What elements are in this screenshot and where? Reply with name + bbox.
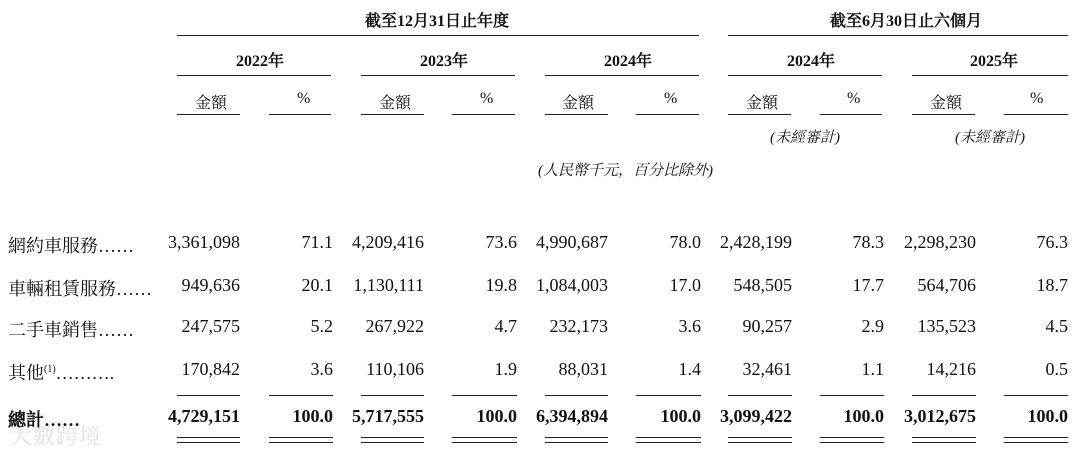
total-double-underline — [728, 437, 792, 443]
cell-percent: 1.1 — [861, 359, 884, 379]
cell-percent: 0.5 — [1045, 359, 1068, 379]
group-underline-fiscal — [177, 35, 699, 36]
total-double-underline — [912, 437, 976, 443]
cell-amount: 564,706 — [917, 275, 976, 295]
subheader-underline — [1004, 114, 1068, 115]
cell-percent: 5.2 — [310, 316, 333, 336]
row-label — [8, 359, 114, 385]
cell-percent: 4.7 — [494, 316, 517, 336]
cell-percent: 19.8 — [485, 275, 517, 295]
total-double-underline — [636, 437, 701, 443]
cell-percent: 71.1 — [301, 232, 333, 252]
subheader-underline — [361, 114, 424, 115]
subheader-underline — [820, 114, 882, 115]
cell-amount: 4,990,687 — [536, 232, 608, 252]
subtotal-underline — [820, 395, 884, 396]
cell-amount: 247,575 — [181, 316, 240, 336]
row-label: 網約車服務…… — [8, 236, 134, 256]
cell-amount: 4,209,416 — [352, 232, 424, 252]
total-amount: 6,394,894 — [536, 406, 608, 426]
column-header-amount: 金額 — [195, 95, 228, 112]
group-header-six-months: 截至6月30日止六個月 — [830, 13, 983, 30]
total-label-text: 總計 — [8, 410, 44, 430]
subheader-underline — [269, 114, 331, 115]
cell-percent: 17.7 — [852, 275, 884, 295]
subtotal-underline — [1004, 395, 1068, 396]
column-header-amount: 金額 — [379, 95, 412, 112]
total-double-underline — [269, 437, 333, 443]
year-underline — [545, 75, 699, 76]
cell-amount: 949,636 — [181, 275, 240, 295]
unaudited-note: (未經審計) — [955, 130, 1025, 146]
column-header-percent: % — [297, 90, 311, 107]
cell-percent: 4.5 — [1045, 316, 1068, 336]
cell-amount: 267,922 — [365, 316, 424, 336]
subheader-underline — [545, 114, 608, 115]
year-header: 2025年 — [970, 53, 1019, 70]
total-double-underline — [820, 437, 884, 443]
cell-percent: 76.3 — [1036, 232, 1068, 252]
cell-amount: 1,084,003 — [536, 275, 608, 295]
cell-percent: 1.9 — [494, 359, 517, 379]
year-header: 2022年 — [236, 53, 285, 70]
cell-percent: 78.3 — [852, 232, 884, 252]
year-header: 2023年 — [420, 53, 469, 70]
subheader-underline — [636, 114, 699, 115]
cell-amount: 548,505 — [733, 275, 792, 295]
subheader-underline — [452, 114, 515, 115]
cell-amount: 170,842 — [181, 359, 240, 379]
cell-percent: 2.9 — [861, 316, 884, 336]
subtotal-underline — [269, 395, 333, 396]
column-header-amount: 金額 — [746, 95, 779, 112]
leader-dots: …… — [44, 410, 80, 430]
total-double-underline — [1004, 437, 1068, 443]
unit-note: (人民幣千元，百分比除外) — [538, 163, 713, 179]
cell-amount: 32,461 — [742, 359, 792, 379]
cell-percent: 1.4 — [678, 359, 701, 379]
row-label: 二手車銷售…… — [8, 320, 134, 340]
total-amount: 3,099,422 — [720, 406, 792, 426]
cell-amount: 88,031 — [558, 359, 608, 379]
total-double-underline — [545, 437, 608, 443]
total-amount: 3,012,675 — [904, 406, 976, 426]
subtotal-underline — [912, 395, 976, 396]
cell-amount: 14,216 — [926, 359, 976, 379]
column-header-percent: % — [664, 90, 678, 107]
watermark: 大數跨境 — [10, 425, 103, 450]
subtotal-underline — [545, 395, 608, 396]
group-header-fiscal-years: 截至12月31日止年度 — [365, 13, 510, 30]
subtotal-underline — [636, 395, 701, 396]
cell-amount: 2,298,230 — [904, 232, 976, 252]
cell-amount: 135,523 — [917, 316, 976, 336]
total-percent: 100.0 — [1027, 406, 1068, 426]
cell-percent: 78.0 — [669, 232, 701, 252]
subheader-underline — [728, 114, 791, 115]
leader-dots: ………. — [55, 363, 115, 383]
total-percent: 100.0 — [660, 406, 701, 426]
group-underline-interim — [728, 35, 1068, 36]
year-underline — [177, 75, 331, 76]
cell-percent: 3.6 — [310, 359, 333, 379]
column-header-amount: 金額 — [930, 95, 963, 112]
column-header-amount: 金額 — [562, 95, 595, 112]
row-label-text: 其他 — [8, 363, 44, 383]
total-double-underline — [361, 437, 424, 443]
cell-amount: 3,361,098 — [168, 232, 240, 252]
year-underline — [912, 75, 1068, 76]
cell-percent: 3.6 — [678, 316, 701, 336]
cell-amount: 90,257 — [742, 316, 792, 336]
row-label: 車輛租賃服務…… — [8, 279, 152, 299]
subheader-underline — [177, 114, 240, 115]
total-percent: 100.0 — [292, 406, 333, 426]
subtotal-underline — [361, 395, 424, 396]
subheader-underline — [912, 114, 975, 115]
total-amount: 4,729,151 — [168, 406, 240, 426]
total-amount: 5,717,555 — [352, 406, 424, 426]
total-percent: 100.0 — [476, 406, 517, 426]
cell-percent: 20.1 — [301, 275, 333, 295]
cell-percent: 73.6 — [485, 232, 517, 252]
cell-amount: 110,106 — [366, 359, 424, 379]
unaudited-note: (未經審計) — [770, 130, 840, 146]
footnote-marker: (1) — [44, 364, 56, 375]
cell-amount: 232,173 — [549, 316, 608, 336]
subtotal-underline — [728, 395, 792, 396]
cell-amount: 1,130,111 — [353, 275, 424, 295]
year-underline — [728, 75, 882, 76]
subtotal-underline — [452, 395, 517, 396]
column-header-percent: % — [480, 90, 494, 107]
total-double-underline — [452, 437, 517, 443]
cell-percent: 17.0 — [669, 275, 701, 295]
total-double-underline — [177, 437, 240, 443]
year-header: 2024年 — [787, 53, 836, 70]
total-percent: 100.0 — [843, 406, 884, 426]
column-header-percent: % — [847, 90, 861, 107]
cell-amount: 2,428,199 — [720, 232, 792, 252]
year-underline — [361, 75, 515, 76]
year-header: 2024年 — [604, 53, 653, 70]
column-header-percent: % — [1030, 90, 1044, 107]
subtotal-underline — [177, 395, 240, 396]
cell-percent: 18.7 — [1036, 275, 1068, 295]
